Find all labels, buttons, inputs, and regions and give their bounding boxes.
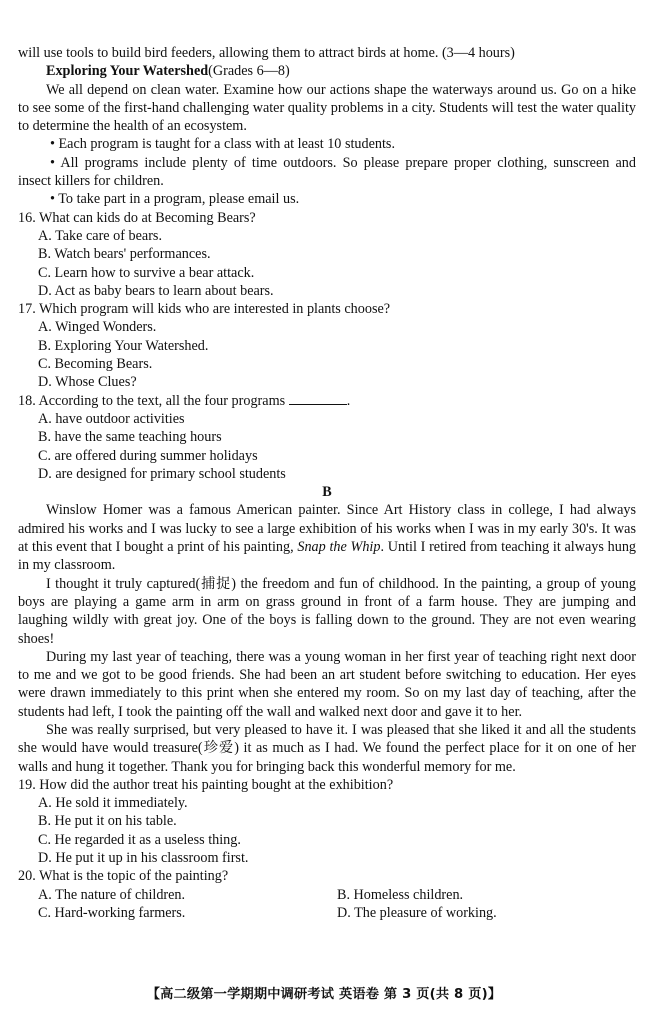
exam-page xyxy=(18,46,636,922)
passage-b-paragraph-2: I thought it truly captured(捕捉) the freedom and fun of childhood. In the painting, a group of young boys are playing a game arm in arm on grass ground in front of a farm house. They are jumping and laughing wildly with great joy. One of the boys is falling down to the ground. They are not even wearing shoes! xyxy=(18,575,636,647)
passage-a-carryover-line: will use tools to build bird feeders, allowing them to attract birds at home. (3—4 hours) xyxy=(18,45,515,61)
question-16-option-b: B. Watch bears' performances. xyxy=(38,246,211,263)
question-20-options-row-2 xyxy=(18,904,636,922)
program-grades: (Grades 6—8) xyxy=(208,63,290,80)
painting-title: Snap the Whip xyxy=(297,539,381,556)
note-3: • To take part in a program, please email us. xyxy=(50,191,300,208)
program-description: We all depend on clean water. Examine how our actions shape the waterways around us. Go on a hike to see some of the first-hand challenging water quality problems in a city. Students will test the water quality to determine the health of an ecosystem. xyxy=(18,81,636,135)
program-title: Exploring Your Watershed xyxy=(46,63,209,80)
passage-b-p1-text: Winslow Homer was a famous American painter. Since Art History class in college, I had always admired his works and I was lucky to see a large exhibition of his works when I was in my early 30's. It was at this event that I bought a print of his painting, xyxy=(18,502,636,556)
question-16-stem: 16. What can kids do at Becoming Bears? xyxy=(18,209,256,226)
question-18-option-b: B. have the same teaching hours xyxy=(38,429,222,446)
question-20-option-d: D. The pleasure of working. xyxy=(337,904,497,921)
question-16-option-d: D. Act as baby bears to learn about bears. xyxy=(38,282,274,299)
program-heading xyxy=(18,62,636,80)
question-18-stem-end: . xyxy=(346,392,351,409)
passage-b-paragraph-4: She was really surprised, but very pleased to have it. I was pleased that she liked it and all the students she would have would treasure(珍爱) it as much as I had. We found the perfect place for it on one of her walls and hung it together. Thank you for bringing back this wonderful memory for me. xyxy=(18,721,636,775)
page-footer: 【高二级第一学期期中调研考试 英语卷 第 3 页(共 8 页)】 xyxy=(146,987,502,1002)
question-20-option-a: A. The nature of children. xyxy=(38,886,186,903)
question-16-option-a: A. Take care of bears. xyxy=(38,227,163,244)
passage-b-p1-text-end: . Until I retired from teaching it always hung in my classroom. xyxy=(18,539,637,574)
question-17-option-b: B. Exploring Your Watershed. xyxy=(38,337,209,354)
passage-b-paragraph-3: During my last year of teaching, there was a young woman in her first year of teaching right next door to me and we got to be good friends. She had been an art student before switching to education. Her eyes were drawn immediately to this print when she entered my room. So on my last day of teaching, after the students had left, I took the painting off the wall and walked next door and gave it to her. xyxy=(18,648,636,720)
question-16-option-c: C. Learn how to survive a bear attack. xyxy=(38,264,255,281)
question-19-option-c: C. He regarded it as a useless thing. xyxy=(38,831,241,848)
question-18-option-c: C. are offered during summer holidays xyxy=(38,447,258,464)
question-17-option-c: C. Becoming Bears. xyxy=(38,356,153,373)
note-1: • Each program is taught for a class with at least 10 students. xyxy=(50,136,395,153)
question-19-option-d: D. He put it up in his classroom first. xyxy=(38,850,249,867)
question-20-options-row-1 xyxy=(18,886,636,904)
question-18-option-a: A. have outdoor activities xyxy=(38,410,185,427)
note-2: • All programs include plenty of time outdoors. So please prepare proper clothing, sunscreen and insect killers for children. xyxy=(18,154,636,190)
question-19-option-b: B. He put it on his table. xyxy=(38,813,177,830)
question-20-stem: 20. What is the topic of the painting? xyxy=(18,868,229,885)
question-18-option-d: D. are designed for primary school students xyxy=(38,465,286,482)
question-17-stem: 17. Which program will kids who are interested in plants choose? xyxy=(18,301,391,318)
question-18-stem-text: 18. According to the text, all the four programs xyxy=(18,392,286,409)
question-19-stem: 19. How did the author treat his painting bought at the exhibition? xyxy=(18,776,394,793)
passage-b-paragraph-1 xyxy=(18,501,636,574)
question-18-stem xyxy=(18,392,636,410)
question-17-option-d: D. Whose Clues? xyxy=(38,374,137,391)
question-20-option-b: B. Homeless children. xyxy=(337,886,464,903)
question-17-option-a: A. Winged Wonders. xyxy=(38,319,157,336)
answer-blank xyxy=(289,392,347,405)
question-20-option-c: C. Hard-working farmers. xyxy=(38,904,186,921)
question-19-option-a: A. He sold it immediately. xyxy=(38,795,188,812)
passage-b-label: B xyxy=(322,484,332,501)
